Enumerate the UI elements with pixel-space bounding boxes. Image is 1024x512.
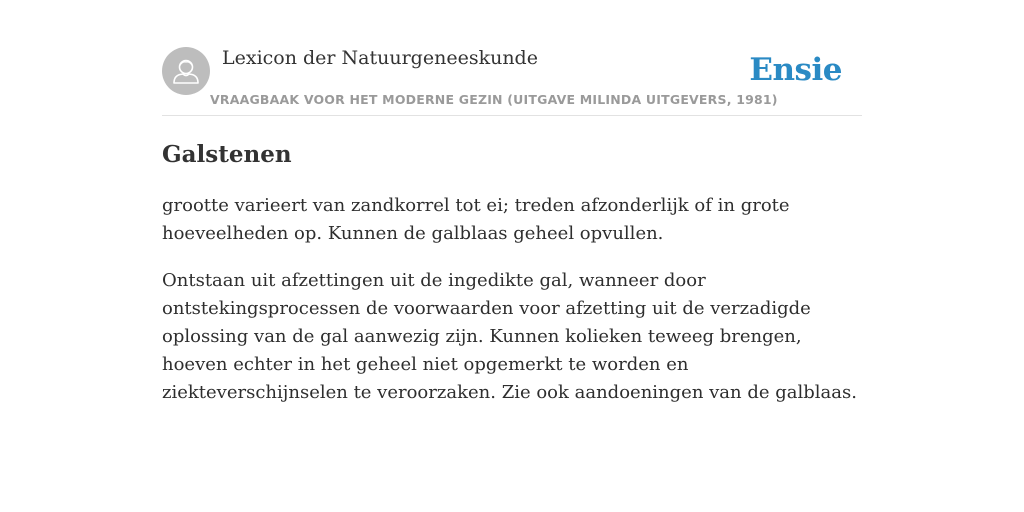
author-avatar[interactable] xyxy=(162,47,210,95)
entry-card xyxy=(162,0,862,512)
author-name[interactable]: Lexicon der Natuurgeneeskunde xyxy=(222,47,538,69)
entry-body xyxy=(162,192,866,426)
user-silhouette-icon xyxy=(162,47,210,95)
entry-paragraph: Ontstaan uit afzettingen uit de ingedikte gal, wanneer door ontstekingsprocessen de voorwaarden voor afzetting uit de verzadigde oplossing van de gal aanwezig zijn. Kunnen kolieken teweeg brengen, hoeven echter in het geheel niet opgemerkt te worden en ziekteverschijnselen te veroorzaken. Zie ook aandoeningen van de galblaas. xyxy=(162,270,857,403)
entry-paragraph: grootte varieert van zandkorrel tot ei; treden afzonderlijk of in grote hoeveelheden op. Kunnen de galblaas geheel opvullen. xyxy=(162,195,790,244)
ensie-logo[interactable]: Ensie xyxy=(749,52,842,88)
source-label[interactable]: VRAAGBAAK VOOR HET MODERNE GEZIN (UITGAVE MILINDA UITGEVERS, 1981) xyxy=(210,92,778,107)
entry-header xyxy=(162,46,862,116)
entry-title: Galstenen xyxy=(162,141,292,168)
